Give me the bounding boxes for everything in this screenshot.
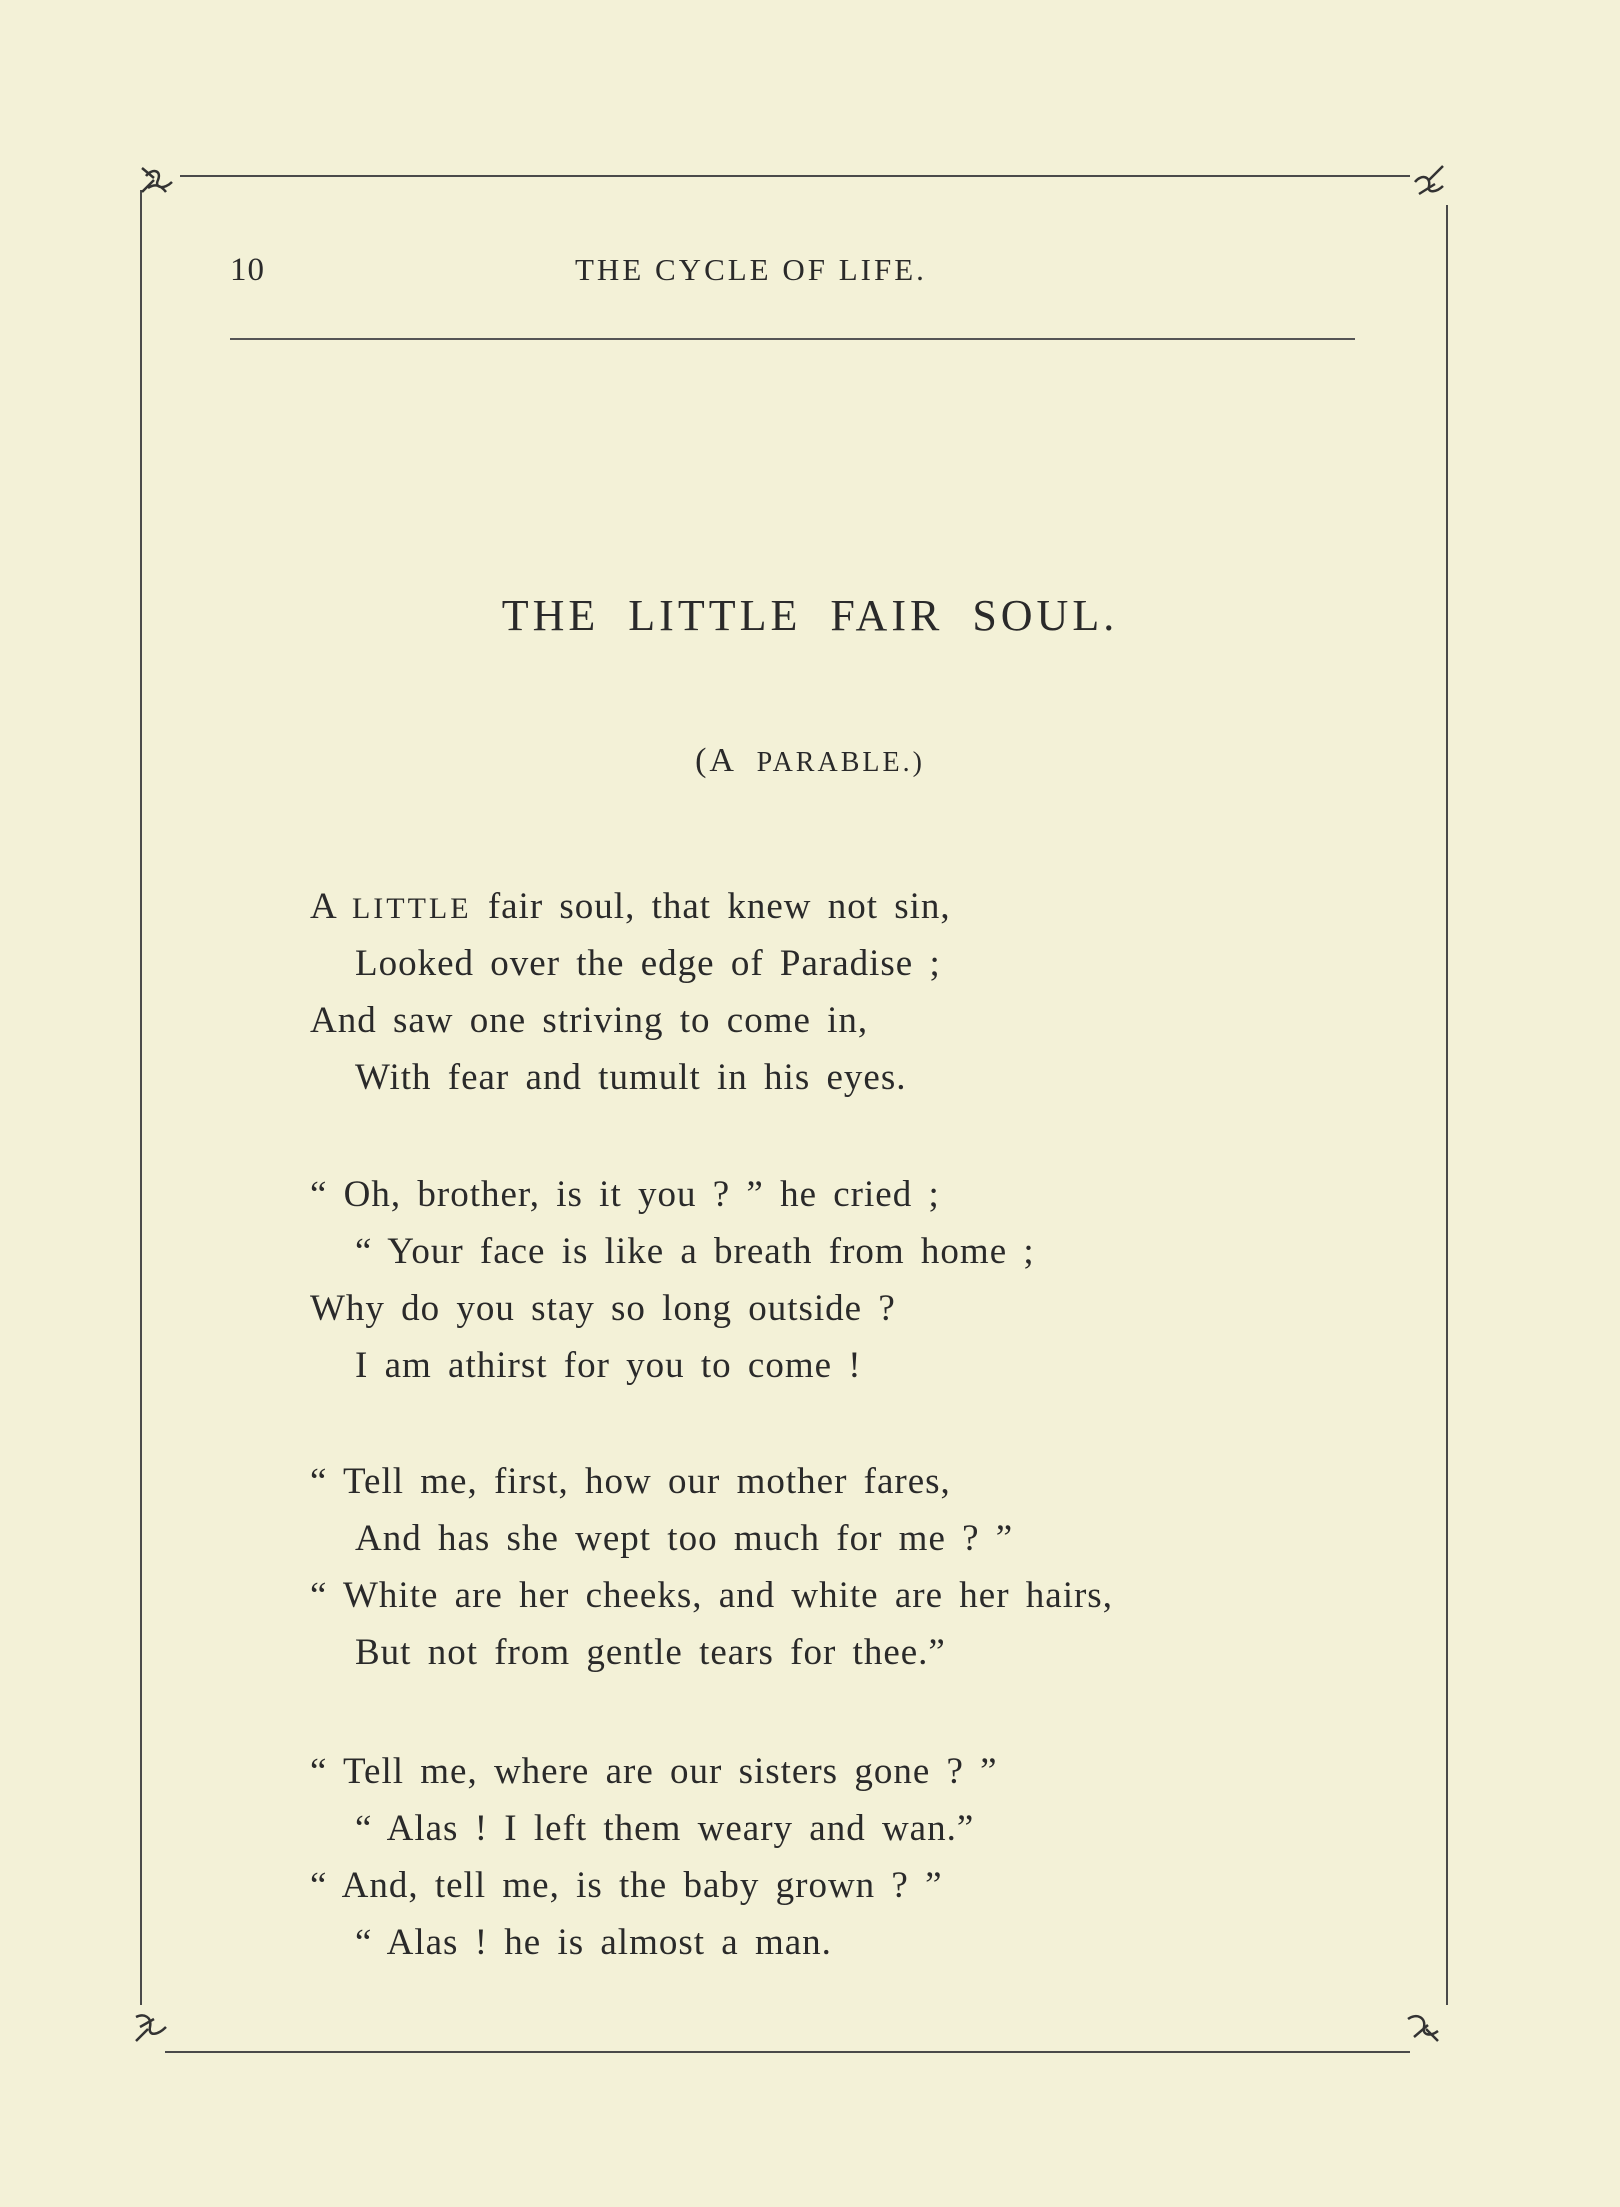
header-rule [230, 338, 1355, 340]
verse-line: “ Tell me, where are our sisters gone ? ” [310, 1751, 998, 1792]
frame-right-rule [1446, 205, 1448, 2005]
subtitle-open: (A [695, 742, 736, 779]
verse-line: “ Tell me, first, how our mother fares, [310, 1461, 951, 1502]
verse-line: Looked over the edge of Paradise ; [355, 943, 941, 984]
corner-ornament-icon [1405, 158, 1449, 202]
verse-line: “ And, tell me, is the baby grown ? ” [310, 1865, 943, 1906]
verse-line: “ Alas ! he is almost a man. [355, 1922, 832, 1963]
page-number: 10 [230, 252, 265, 288]
verse-line: “ White are her cheeks, and white are her hairs, [310, 1575, 1113, 1616]
poem-title: THE LITTLE FAIR SOUL. [501, 591, 1119, 640]
corner-ornament-icon [1400, 2005, 1444, 2049]
verse-line [310, 885, 951, 928]
verse-line-smallcaps: LITTLE [351, 892, 472, 925]
verse-line: I am athirst for you to come ! [355, 1345, 862, 1386]
corner-ornament-icon [130, 2005, 174, 2049]
verse-line: “ Alas ! I left them weary and wan.” [355, 1808, 975, 1849]
frame-left-rule [140, 190, 142, 2005]
frame-bottom-rule [165, 2051, 1410, 2053]
running-title: THE CYCLE OF LIFE. [575, 252, 927, 287]
verse-line: And has she wept too much for me ? ” [355, 1518, 1014, 1559]
frame-top-rule [180, 175, 1410, 177]
subtitle-rest: PARABLE.) [756, 747, 925, 778]
corner-ornament-icon [136, 158, 180, 202]
verse-line: But not from gentle tears for thee.” [355, 1632, 946, 1673]
verse-line-lead: A [310, 886, 352, 927]
verse-line: With fear and tumult in his eyes. [355, 1057, 907, 1098]
poem-subtitle [0, 742, 1620, 780]
verse-line: And saw one striving to come in, [310, 1000, 869, 1041]
verse-line: “ Your face is like a breath from home ; [355, 1231, 1035, 1272]
running-head [230, 252, 1355, 302]
verse-line: Why do you stay so long outside ? [310, 1288, 896, 1329]
verse-line-text: fair soul, that knew not sin, [471, 886, 951, 927]
verse-line: “ Oh, brother, is it you ? ” he cried ; [310, 1174, 940, 1215]
